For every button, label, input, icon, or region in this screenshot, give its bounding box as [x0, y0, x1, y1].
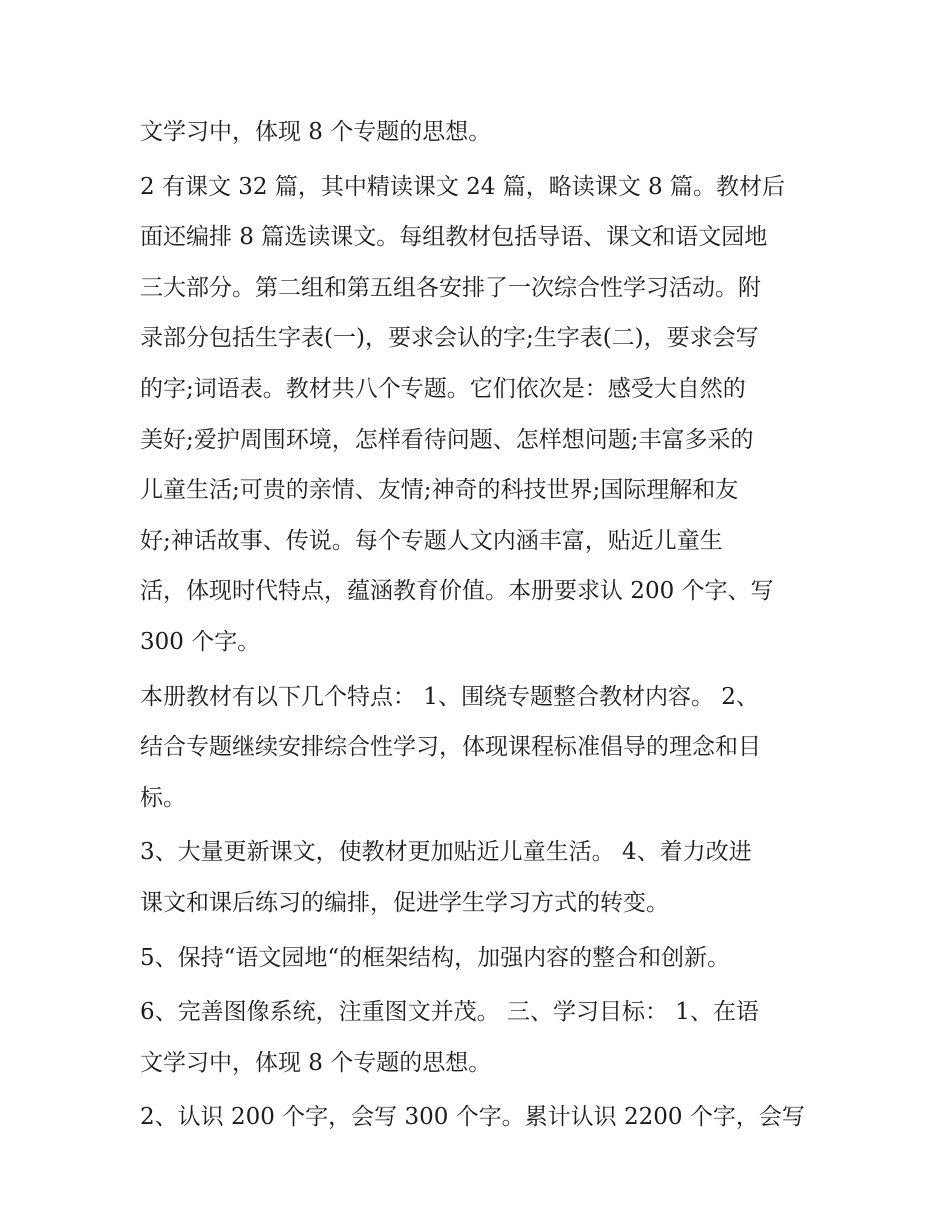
text-line: 300 个字。	[140, 628, 261, 655]
text-line: 本册教材有以下几个特点： 1、围绕专题整合教材内容。 2、	[140, 683, 759, 710]
text-line: 文学习中，体现 8 个专题的思想。	[140, 1049, 492, 1076]
text-line: 课文和课后练习的编排，促进学生学习方式的转变。	[140, 889, 669, 916]
text-line: 2、认识 200 个字，会写 300 个字。累计认识 2200 个字，会写	[140, 1104, 805, 1131]
text-line: 3、大量更新课文，使教材更加贴近儿童生活。 4、着力改进	[140, 839, 752, 866]
text-line: 儿童生活;可贵的亲情、友情;神奇的科技世界;国际理解和友	[140, 477, 739, 504]
text-line: 活，体现时代特点，蕴涵教育价值。本册要求认 200 个字、写	[140, 578, 774, 605]
text-line: 面还编排 8 篇选读课文。每组教材包括导语、课文和语文园地	[140, 224, 768, 251]
text-line: 文学习中，体现 8 个专题的思想。	[140, 119, 492, 145]
text-line: 标。	[140, 784, 186, 811]
paragraph	[140, 672, 820, 824]
text-line: 2 有课文 32 篇，其中精读课文 24 篇，略读课文 8 篇。教材后	[140, 173, 785, 200]
text-line: 5、保持“语文园地“的框架结构，加强内容的整合和创新。	[140, 944, 731, 971]
text-line: 三大部分。第二组和第五组各安排了一次综合性学习活动。附	[140, 274, 761, 301]
paragraph	[140, 1092, 820, 1143]
text-line: 结合专题继续安排综合性学习，体现课程标准倡导的理念和目	[140, 734, 761, 761]
text-line: 美好;爱护周围环境，怎样看待问题、怎样想问题;丰富多采的	[140, 426, 754, 453]
paragraph	[140, 987, 820, 1088]
paragraph	[140, 107, 820, 158]
document-body	[140, 107, 820, 1147]
paragraph	[140, 162, 820, 668]
paragraph	[140, 827, 820, 928]
text-line: 的字;词语表。教材共八个专题。它们依次是：感受大自然的	[140, 375, 746, 402]
text-line: 好;神话故事、传说。每个专题人文内涵丰富，贴近儿童生	[140, 527, 723, 554]
paragraph	[140, 933, 820, 984]
text-line: 录部分包括生字表(一)，要求会认的字;生字表(二)，要求会写	[140, 325, 759, 352]
text-line: 6、完善图像系统，注重图文并茂。 三、学习目标： 1、在语	[140, 999, 759, 1026]
